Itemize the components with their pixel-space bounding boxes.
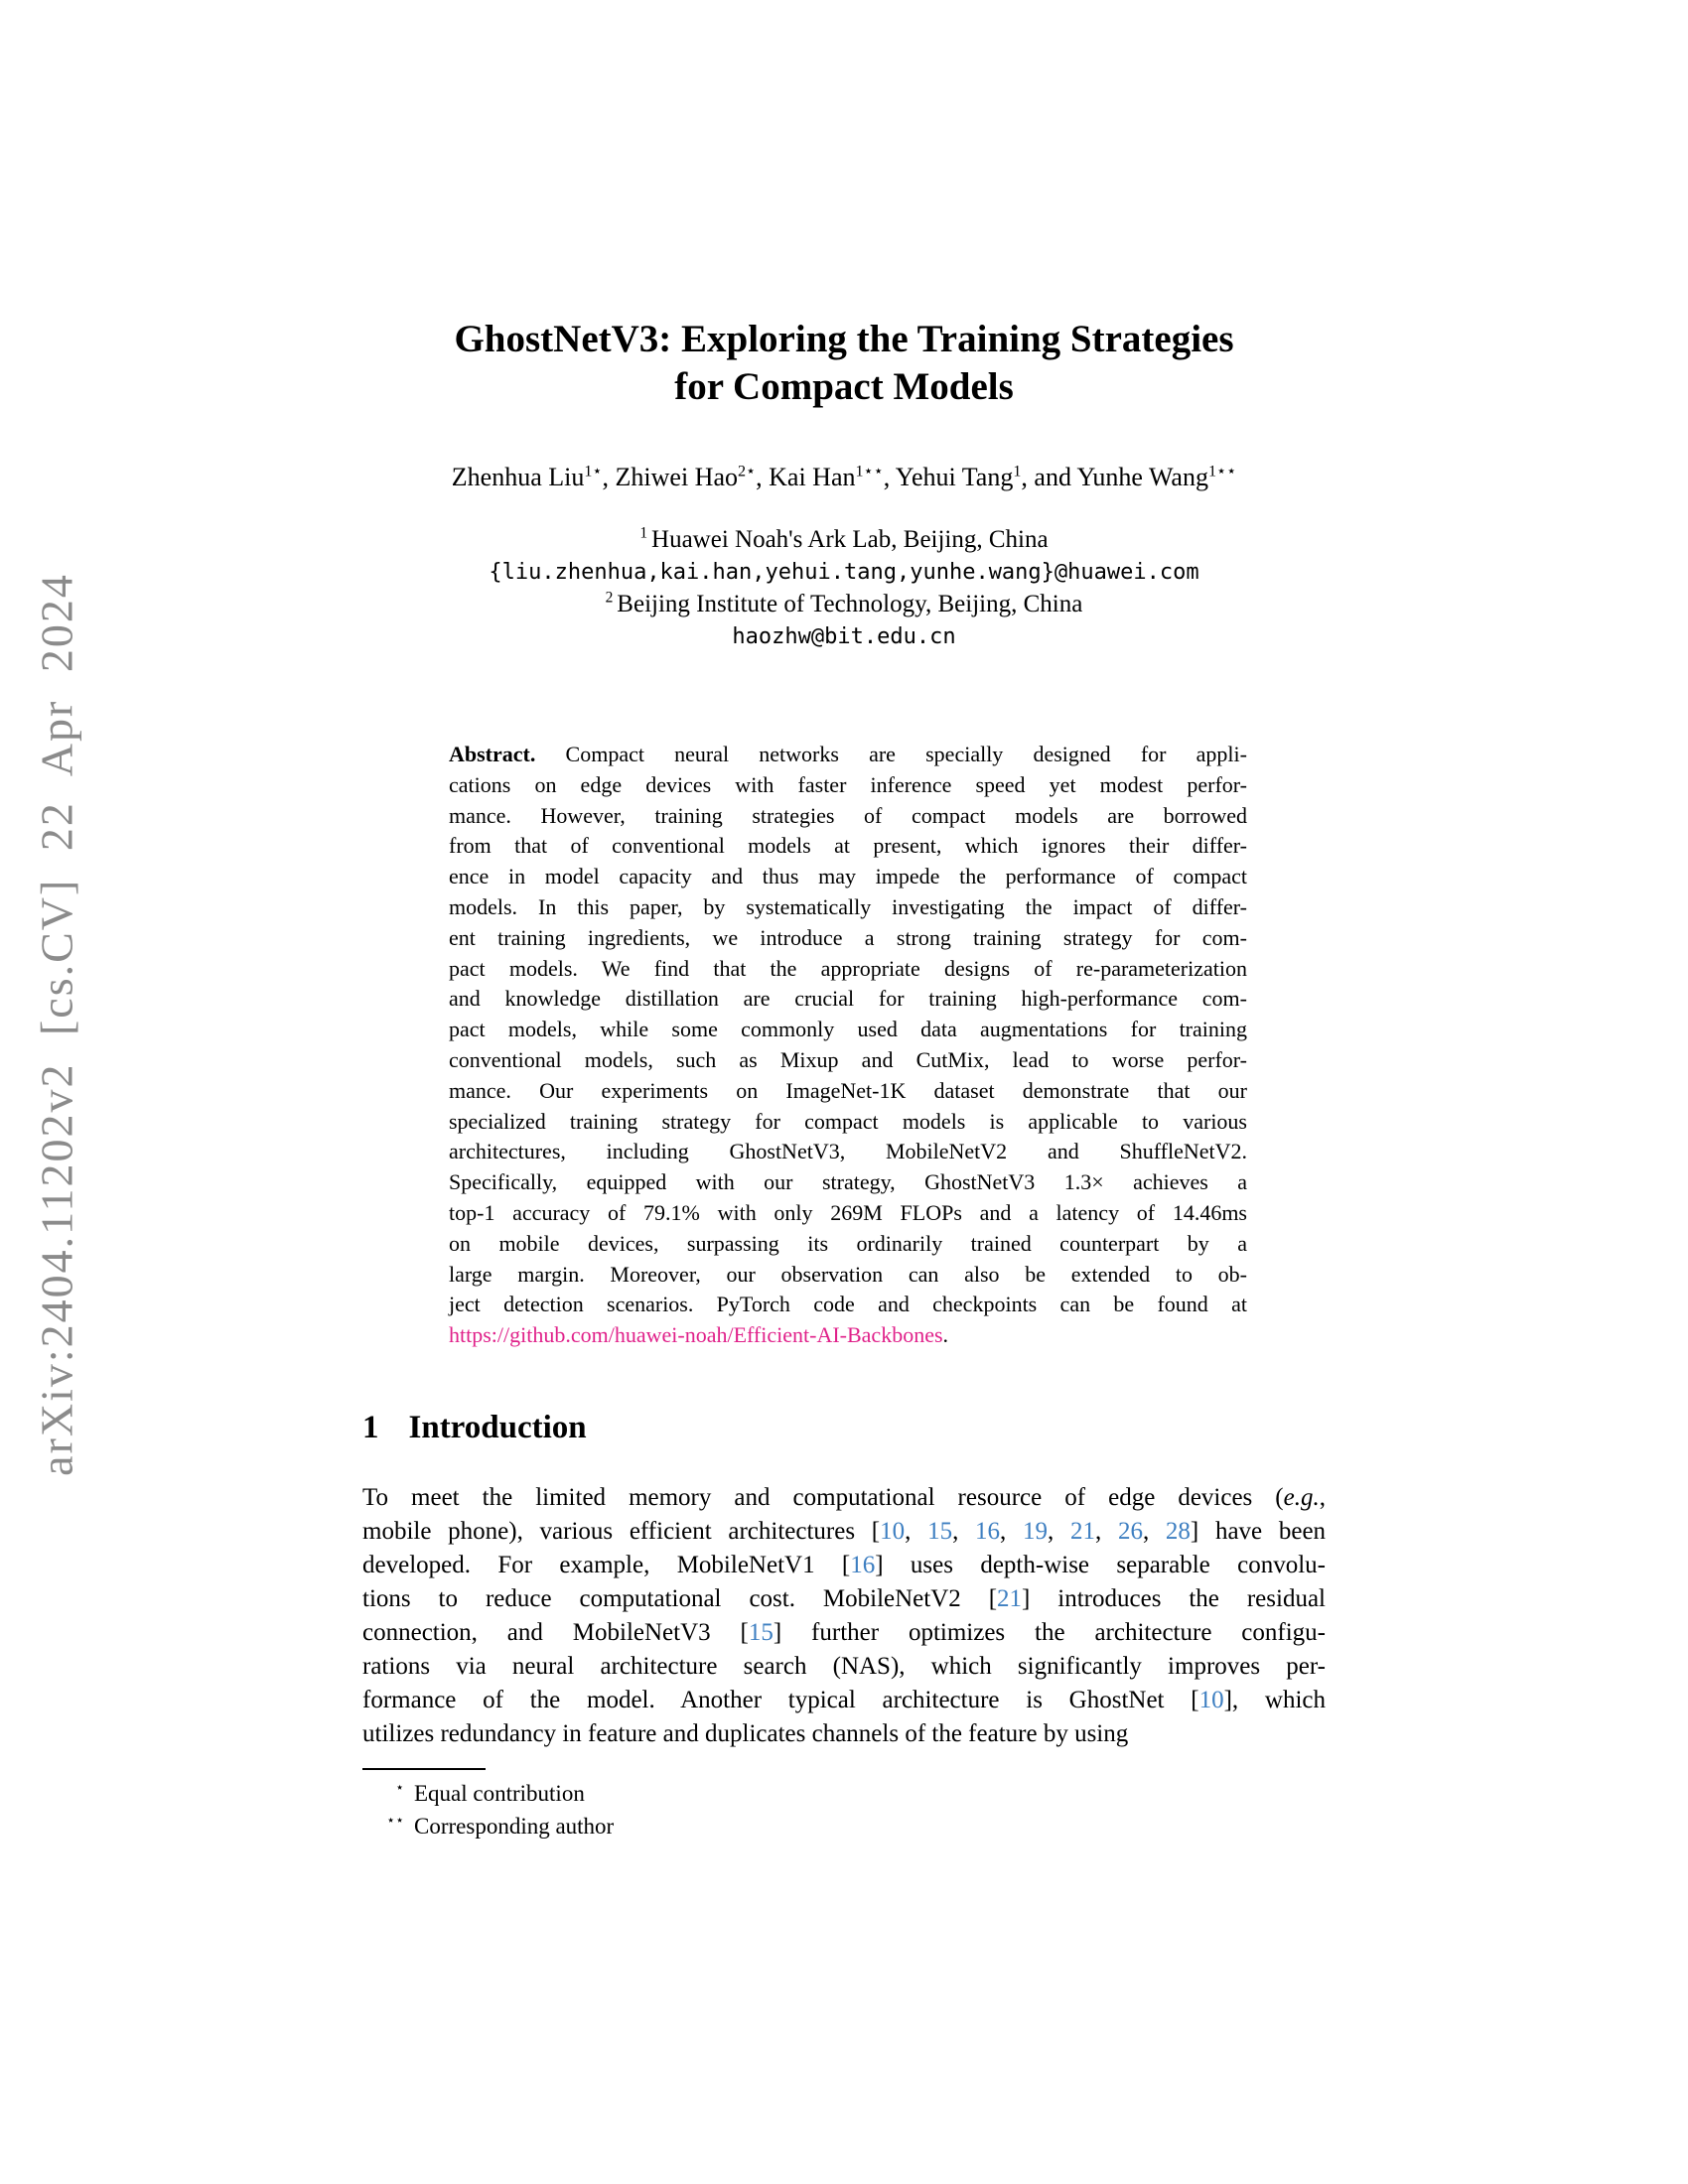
affiliation-email: {liu.zhenhua,kai.han,yehui.tang,yunhe.wang}@huawei.com [489,560,1199,585]
author-name: Zhiwei Hao [615,463,738,491]
author-name: , [756,463,770,491]
section-heading [362,1410,1326,1446]
author-superscript: 1⋆ [584,463,603,480]
introduction-paragraph [362,1481,1326,1751]
text-segment: , [952,1518,976,1545]
affiliation-email: haozhw@bit.edu.cn [732,624,956,649]
citation-ref[interactable]: 10 [880,1518,906,1545]
affiliation-superscript: 2 [605,589,618,607]
text-segment: ject detection scenarios. PyTorch code and checkpoints can be found at [449,1292,1247,1317]
text-segment: on mobile devices, surpassing its ordinarily trained counterpart by a [449,1230,1247,1256]
text-segment: ] have been [1190,1518,1327,1545]
footnote-rule [362,1768,486,1770]
text-line [362,1515,1326,1549]
footnote-text: Corresponding author [414,1814,615,1839]
text-segment: models. In this paper, by systematically investigating the impact of differ- [449,893,1247,919]
footnotes-block [362,1777,1326,1843]
citation-ref[interactable]: 10 [1198,1687,1224,1713]
text-segment: . [942,1322,949,1348]
citation-ref[interactable]: 19 [1023,1518,1049,1545]
arxiv-watermark: arXiv:2404.11202v2 [cs.CV] 22 Apr 2024 [31,573,82,1476]
author-name: , [602,463,616,491]
text-segment: , [1142,1518,1166,1545]
footnote-item: ⋆⋆ Corresponding author [386,1813,615,1839]
citation-ref[interactable]: 28 [1165,1518,1191,1545]
text-segment: ence in model capacity and thus may impede the performance of compact [449,864,1247,889]
footnote-text: Equal contribution [414,1781,585,1806]
text-segment: ], which [1223,1687,1326,1713]
text-line [449,1076,1247,1107]
citation-ref[interactable]: 21 [997,1585,1023,1612]
text-line [449,1260,1247,1291]
text-segment: pact models. We find that the appropriate designs of re-parameterization [449,955,1247,981]
github-link[interactable]: https://github.com/huawei-noah/Efficient-AI-Backbones [449,1322,943,1348]
author-superscript: 2⋆ [737,463,757,480]
text-line [449,1137,1247,1167]
text-line [449,831,1247,862]
citation-ref[interactable]: 15 [748,1619,774,1646]
author-superscript: 1 [1013,463,1022,480]
text-segment: mance. However, training strategies of compact models are borrowed [449,802,1247,828]
text-segment: formance of the model. Another typical architecture is GhostNet [ [362,1687,1199,1713]
citation-ref[interactable]: 26 [1117,1518,1143,1545]
text-segment: ] uses depth-wise separable convolu- [875,1552,1326,1578]
paper-title-line1: GhostNetV3: Exploring the Training Strategies [454,318,1234,360]
section-number: 1 [362,1410,379,1445]
text-line [362,1616,1326,1650]
text-line [449,801,1247,832]
text-line [449,740,1247,770]
text-line [362,1684,1326,1717]
text-segment: mance. Our experiments on ImageNet-1K dataset demonstrate that our [449,1077,1247,1103]
footnote-item: ⋆ Equal contribution [395,1780,585,1806]
text-segment: Abstract. [449,742,536,766]
text-segment: and knowledge distillation are crucial for training high-performance com- [449,986,1247,1012]
text-segment: rations via neural architecture search (NAS), which significantly improves per- [362,1653,1326,1680]
citation-ref[interactable]: 15 [927,1518,953,1545]
text-line [362,1549,1326,1582]
affiliation-superscript: 1 [639,524,652,542]
paper-title [362,316,1326,411]
text-segment: Specifically, equipped with our strategy, GhostNetV3 1.3× achieves a [449,1169,1247,1195]
text-segment: Compact neural networks are specially designed for appli- [535,742,1247,766]
author-superscript: 1⋆⋆ [855,463,884,480]
section-title: Introduction [408,1410,587,1445]
text-segment: ent training ingredients, we introduce a strong training strategy for com- [449,924,1247,950]
text-line [449,1290,1247,1320]
affiliation-line: $^2$ Beijing Institute of Technology, Beijing, China [605,589,1083,617]
author-name: Kai Han [769,463,856,491]
text-segment: connection, and MobileNetV3 [ [362,1619,749,1646]
citation-ref[interactable]: 16 [850,1552,876,1578]
text-line [449,1107,1247,1138]
text-line [449,1167,1247,1198]
authors-line [362,463,1326,492]
author-name: , [883,463,896,491]
author-superscript: 1⋆⋆ [1207,463,1237,480]
text-segment: developed. For example, MobileNetV1 [ [362,1552,851,1578]
text-segment: cations on edge devices with faster inference speed yet modest perfor- [449,771,1247,797]
abstract-block [449,740,1247,1351]
citation-ref[interactable]: 16 [975,1518,1001,1545]
affiliations-block [362,524,1326,653]
text-line [362,1650,1326,1684]
author-name: , and [1021,463,1077,491]
paper-title-line2: for Compact Models [674,365,1014,408]
text-segment: top-1 accuracy of 79.1% with only 269M FLOPs and a latency of 14.46ms [449,1199,1247,1225]
text-segment: ] introduces the residual [1022,1585,1326,1612]
text-line [449,1198,1247,1229]
text-segment: pact models, while some commonly used data augmentations for training [449,1017,1247,1042]
text-line [362,1582,1326,1616]
text-segment: e.g. [1283,1484,1320,1511]
text-line [449,1015,1247,1045]
citation-ref[interactable]: 21 [1069,1518,1095,1545]
text-line [449,862,1247,892]
text-segment: ] further optimizes the architecture configu- [773,1619,1326,1646]
text-segment: , [905,1518,928,1545]
text-line [449,923,1247,954]
affiliation-line: $^1$ Huawei Noah's Ark Lab, Beijing, China [639,524,1049,553]
text-segment: architectures, including GhostNetV3, MobileNetV2 and ShuffleNetV2. [449,1139,1247,1164]
text-line [449,984,1247,1015]
author-name: Yunhe Wang [1076,463,1208,491]
text-segment: To meet the limited memory and computational resource of edge devices ( [362,1484,1284,1511]
text-line [449,892,1247,923]
text-segment: specialized training strategy for compact models is applicable to various [449,1108,1247,1134]
author-name: Yehui Tang [895,463,1014,491]
text-line [449,770,1247,801]
text-segment: from that of conventional models at present, which ignores their differ- [449,833,1247,859]
text-segment: , [1319,1484,1326,1511]
text-segment: conventional models, such as Mixup and CutMix, lead to worse perfor- [449,1046,1247,1072]
text-segment: , [1000,1518,1024,1545]
text-segment: tions to reduce computational cost. MobileNetV2 [ [362,1585,998,1612]
text-line [449,1320,1247,1351]
text-line [362,1717,1326,1751]
text-line [449,1229,1247,1260]
text-segment: large margin. Moreover, our observation can also be extended to ob- [449,1261,1247,1287]
text-line [449,1045,1247,1076]
text-segment: , [1048,1518,1070,1545]
text-line [362,1481,1326,1515]
author-name: Zhenhua Liu [451,463,585,491]
text-segment: , [1094,1518,1118,1545]
text-line [449,954,1247,985]
text-segment: mobile phone), various efficient architectures [ [362,1518,881,1545]
text-segment: utilizes redundancy in feature and duplicates channels of the feature by using [362,1720,1129,1747]
